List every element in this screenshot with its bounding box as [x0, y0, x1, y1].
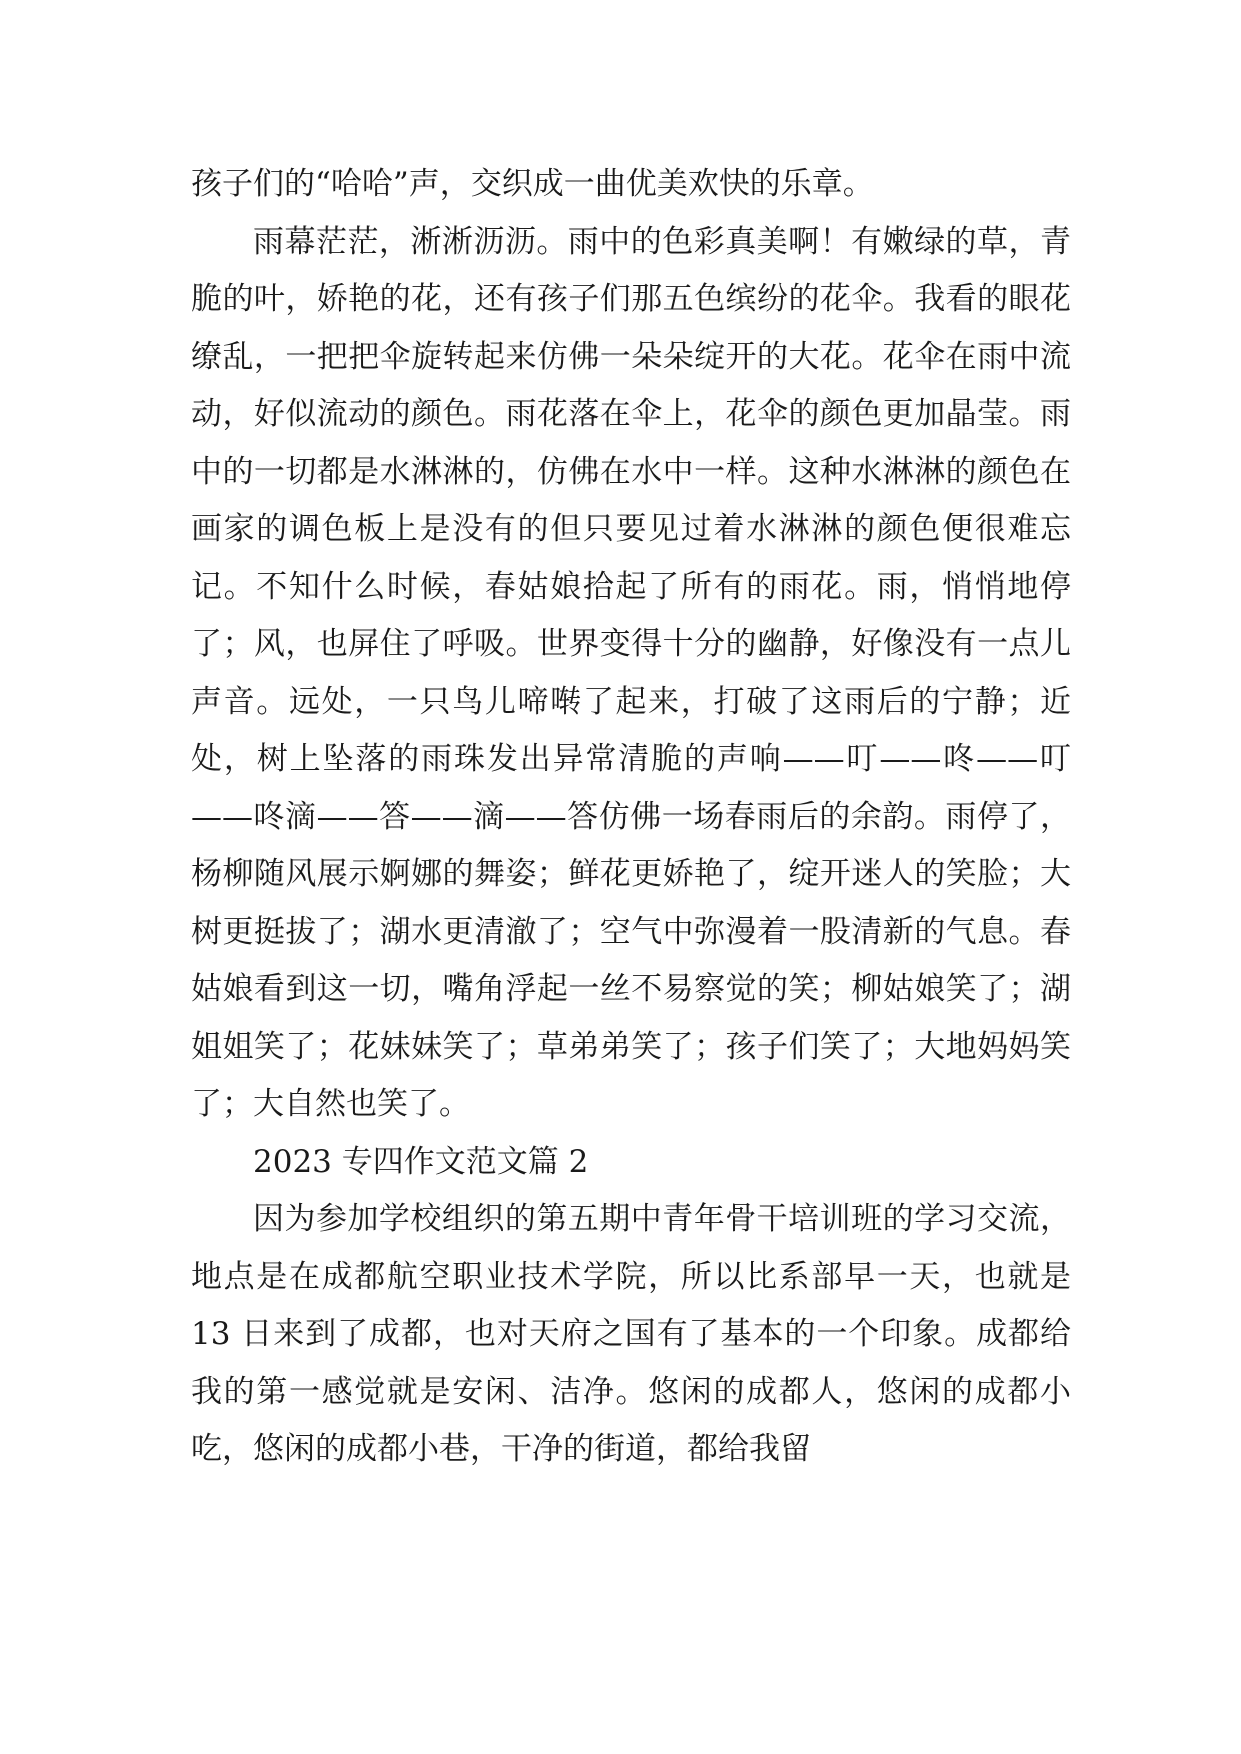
- paragraph-continuation: 孩子们的“哈哈”声，交织成一曲优美欢快的乐章。: [191, 166, 874, 202]
- paragraph-rain-scene: 雨幕茫茫，淅淅沥沥。雨中的色彩真美啊！有嫩绿的草，青脆的叶，娇艳的花，还有孩子们那五色缤纷的花伞。我看的眼花缭乱，一把把伞旋转起来仿佛一朵朵绽开的大花。花伞在雨中流动，好似流动的颜色。雨花落在伞上，花伞的颜色更加晶莹。雨中的一切都是水淋淋的，仿佛在水中一样。这种水淋淋的颜色在画家的调色板上是没有的但只要见过着水淋淋的颜色便很难忘记。不知什么时候，春姑娘拾起了所有的雨花。雨，悄悄地停了；风，也屏住了呼吸。世界变得十分的幽静，好像没有一点儿声音。远处，一只鸟儿啼啭了起来，打破了这雨后的宁静；近处，树上坠落的雨珠发出异常清脆的声响——叮——咚——叮——咚滴——答——滴——答仿佛一场春雨后的余韵。雨停了，杨柳随风展示婀娜的舞姿；鲜花更娇艳了，绽开迷人的笑脸；大树更挺拔了；湖水更清澈了；空气中弥漫着一股清新的气息。春姑娘看到这一切，嘴角浮起一丝不易察觉的笑；柳姑娘笑了；湖姐姐笑了；花妹妹笑了；草弟弟笑了；孩子们笑了；大地妈妈笑了；大自然也笑了。: [191, 223, 1071, 1122]
- document-body: [191, 156, 1071, 1479]
- paragraph-chengdu: 因为参加学校组织的第五期中青年骨干培训班的学习交流，地点是在成都航空职业技术学院，所以比系部早一天，也就是 13 日来到了成都，也对天府之国有了基本的一个印象。成都给我的第一感觉就是安闲、洁净。悠闲的成都人，悠闲的成都小吃，悠闲的成都小巷，干净的街道，都给我留: [191, 1201, 1071, 1467]
- section-heading: 2023 专四作文范文篇 2: [253, 1143, 589, 1180]
